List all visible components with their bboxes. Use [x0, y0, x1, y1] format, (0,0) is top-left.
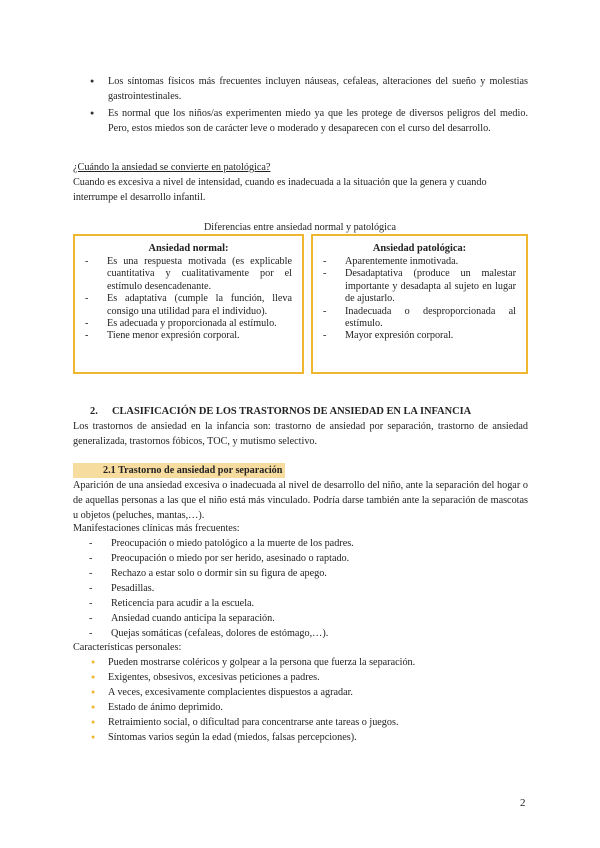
- clinical-list: [89, 536, 529, 641]
- pathological-anxiety-heading: Ansiedad patológica:: [372, 243, 467, 254]
- list-item: - Ansiedad cuando anticipa la separación.: [89, 613, 275, 624]
- page-number: 2: [520, 797, 526, 809]
- list-item: - Preocupación o miedo patológico a la muerte de los padres.: [89, 538, 354, 549]
- intro-bullet-list: [88, 74, 528, 136]
- list-item: - Es adecuada y proporcionada al estímulo.: [85, 318, 277, 330]
- section-intro: Los trastornos de ansiedad en la infancia son: trastorno de ansiedad por separación, trastorno de ansiedad generalizada, trastornos fóbicos, TOC, y mutismo selectivo.: [73, 421, 528, 447]
- list-item: - Aparentemente inmotivada.: [323, 256, 459, 267]
- list-item: - Preocupación o miedo por ser herido, asesinado o raptado.: [89, 553, 350, 564]
- list-item: - Reticencia para acudir a la escuela.: [89, 598, 255, 609]
- list-item: - Inadecuada o desproporcionada al estímulo.: [323, 305, 516, 330]
- normal-anxiety-heading: Ansiedad normal:: [148, 243, 229, 254]
- pathological-anxiety-box: [311, 234, 528, 374]
- section-number: 2.: [90, 406, 98, 417]
- section-title: CLASIFICACIÓN DE LOS TRASTORNOS DE ANSIEDAD EN LA INFANCIA: [112, 406, 472, 417]
- subsection-heading: [73, 463, 285, 478]
- list-item: A veces, excesivamente complacientes dispuestos a agradar.: [108, 687, 353, 698]
- list-item: - Mayor expresión corporal.: [323, 330, 454, 342]
- personal-label: Características personales:: [73, 642, 182, 653]
- list-item: - Desadaptativa (produce un malestar importante y desadapta al sujeto en lugar de ajustarlo.: [323, 268, 516, 305]
- section-heading: [90, 404, 471, 419]
- subsection-title: 2.1 Trastorno de ansiedad por separación: [73, 463, 285, 478]
- list-item: - Pesadillas.: [89, 583, 155, 594]
- list-item: Síntomas varios según la edad (miedos, falsas percepciones).: [108, 732, 357, 743]
- list-item: - Quejas somáticas (cefaleas, dolores de estómago,…).: [89, 628, 329, 639]
- list-item: - Es una respuesta motivada (es explicable cuantitativa y cualitativamente por el estímulo desencadenante.: [85, 256, 292, 292]
- list-item: Los síntomas físicos más frecuentes incluyen náuseas, cefaleas, alteraciones del sueño y molestias gastrointestinales.: [108, 76, 528, 102]
- list-item: - Tiene menor expresión corporal.: [85, 330, 240, 342]
- comparison-title: Diferencias entre ansiedad normal y patológica: [203, 222, 397, 233]
- list-item: Estado de ánimo deprimido.: [108, 702, 223, 713]
- list-item: Es normal que los niños/as experimenten miedo ya que les protege de diversos peligros del medio. Pero, estos miedos son de carácter leve o moderado y desaparecen con el curso del desarrollo.: [108, 108, 528, 134]
- list-item: - Rechazo a estar solo o dormir sin su figura de apego.: [89, 568, 327, 579]
- personal-list: [88, 655, 528, 745]
- pathological-question: ¿Cuándo la ansiedad se convierte en patológica?: [73, 162, 271, 173]
- list-item: Pueden mostrarse coléricos y golpear a la persona que fuerza la separación.: [108, 657, 416, 668]
- list-item: Retraimiento social, o dificultad para concentrarse ante tareas o juegos.: [108, 717, 399, 728]
- clinical-label: Manifestaciones clínicas más frecuentes:: [73, 523, 240, 534]
- pathological-answer: Cuando es excesiva a nivel de intensidad, cuando es inadecuada a la situación que la genera y cuando interrumpe el desarrollo infantil.: [73, 177, 487, 203]
- subsection-description: Aparición de una ansiedad excesiva o inadecuada al nivel de desarrollo del niño, ante la separación del hogar o de aquellas personas a las que el niño está más vinculado. Podría darse también ante la separación de mascotas u objetos (peluches, mantas,…).: [73, 480, 528, 521]
- list-item: - Es adaptativa (cumple la función, lleva consigo una utilidad para el individuo).: [85, 293, 292, 317]
- list-item: Exigentes, obsesivos, excesivas peticiones a padres.: [108, 672, 320, 683]
- normal-anxiety-box: [73, 234, 304, 374]
